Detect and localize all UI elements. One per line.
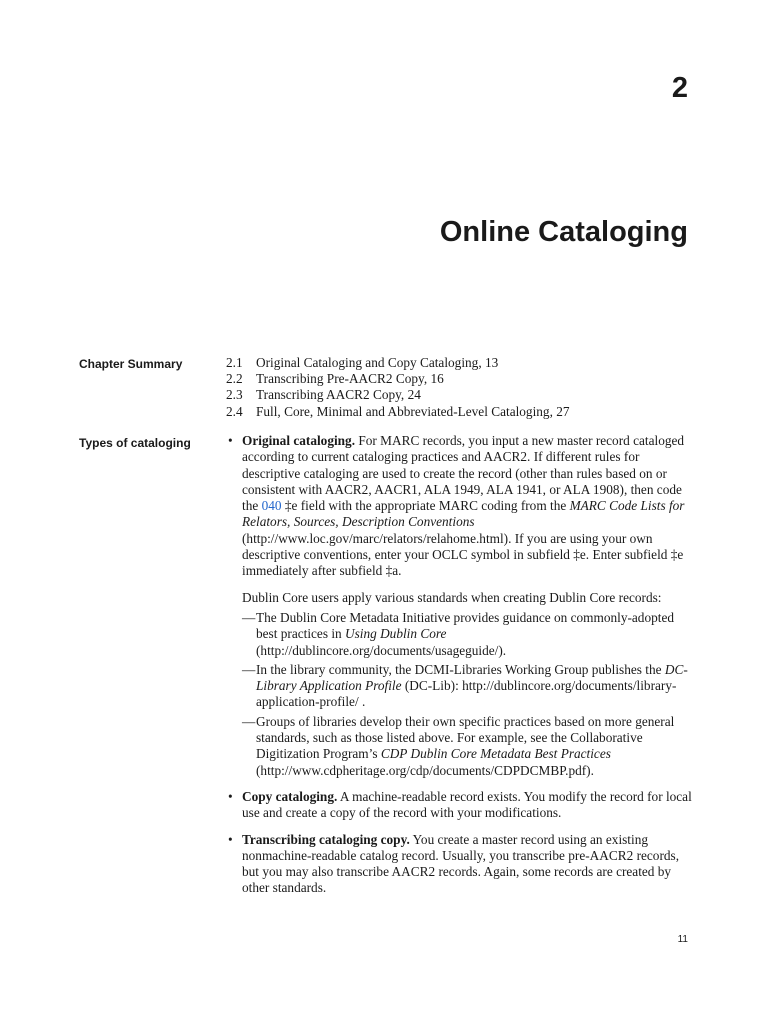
dublin-item-text: Groups of libraries develop their own specific practices based on more general standards, such as those listed above. For example, see the Collaborative Digitization Program’s [256,713,675,762]
summary-item-number: 2.2 [226,371,243,387]
chapter-title: Online Cataloging [439,216,688,248]
dublin-item-url: (http://www.cdpheritage.org/cdp/documents/CDPDCMBP.pdf). [256,762,594,778]
original-cataloging-term: Original cataloging. [242,433,356,448]
transcribing-copy-item [226,832,692,897]
copy-cataloging-term: Copy cataloging. [242,788,338,804]
dublin-core-item [226,610,692,659]
chapter-summary-list [226,355,696,420]
summary-item-text: Transcribing Pre-AACR2 Copy, 16 [256,371,444,387]
copy-cataloging-text: A machine-readable record exists. You modify the record for local use and create a copy of the record with your modifications. [242,788,692,821]
bullet-icon: • [228,433,233,448]
page-number: 11 [677,934,688,945]
original-text-3: (http://www.loc.gov/marc/relators/relahome.html). If you are using your own descriptive conventions, enter your OCLC symbol in subfield ‡e. Enter subfield ‡e immediately after subfield ‡a. [242,530,684,579]
copy-cataloging-item [226,789,692,822]
dublin-item-url: (http://dublincore.org/documents/usageguide/). [256,642,507,658]
bullet-icon: • [228,831,233,847]
bullet-icon: • [228,788,233,804]
field-040-link[interactable]: 040 [261,498,282,514]
dublin-core-item [226,662,692,711]
summary-item-number: 2.1 [226,355,243,370]
transcribing-copy-text: You create a master record using an existing nonmachine-readable catalog record. Usually, you transcribe pre-AACR2 records, but you may also transcribe AACR2 records. Again, some records are created by other standards. [242,831,680,896]
dublin-core-intro: Dublin Core users apply various standards when creating Dublin Core records: [242,589,662,605]
dublin-item-title: Using Dublin Core [344,626,447,642]
summary-item-number: 2.4 [226,403,243,419]
summary-item [226,387,696,403]
summary-item-number: 2.3 [226,387,243,403]
em-dash-marker: — [242,661,256,677]
original-text-1: For MARC records, you input a new master record cataloged according to current cataloging practices and AACR2. If different rules for descriptive cataloging are used to create the record (other than rules based on or consistent with AACR2, AACR1, ALA 1949, ALA 1941, or ALA 1908), then code the [242,433,685,514]
summary-item-text: Transcribing AACR2 Copy, 24 [256,387,421,403]
summary-item-text: Full, Core, Minimal and Abbreviated-Level Cataloging, 27 [256,403,570,419]
chapter-number: 2 [671,72,688,104]
chapter-summary-label: Chapter Summary [79,357,183,371]
summary-item [226,371,696,387]
transcribing-copy-term: Transcribing cataloging copy. [242,831,410,847]
dublin-core-item [226,714,692,779]
types-of-cataloging-label: Types of cataloging [79,436,191,450]
original-text-2: ‡e field with the appropriate MARC coding from the [281,498,570,514]
dublin-item-text: In the library community, the DCMI-Libraries Working Group publishes the [256,661,665,677]
dublin-item-title: DC-Library Application Profile [256,661,688,694]
dublin-item-text: The Dublin Core Metadata Initiative provides guidance on commonly-adopted best practices in [256,609,674,642]
em-dash-marker: — [242,713,256,729]
em-dash-marker: — [242,609,256,625]
marc-code-lists-title: MARC Code Lists for Relators, Sources, Description Conventions [242,498,685,530]
types-body [226,433,692,907]
original-cataloging-item [226,433,692,580]
dublin-item-url: (DC-Lib): http://dublincore.org/documents/library-application-profile/ . [256,678,677,710]
summary-item [226,355,696,371]
summary-item [226,404,696,420]
summary-item-text: Original Cataloging and Copy Cataloging, 13 [256,355,499,370]
dublin-item-title: CDP Dublin Core Metadata Best Practices [380,746,611,762]
